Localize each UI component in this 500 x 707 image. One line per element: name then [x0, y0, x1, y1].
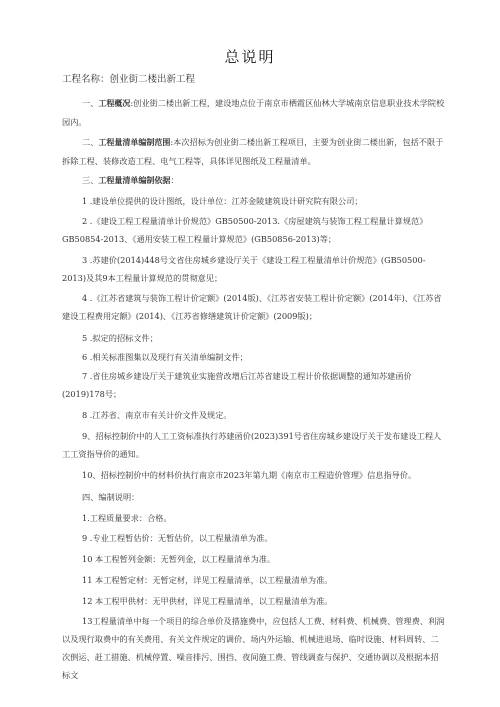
note-1: 1.工程质量要求：合格。 — [82, 513, 172, 523]
project-name-line: 工程名称：创业街二楼出新工程 — [62, 74, 196, 85]
basis-item-2: 2 .《建设工程工程量清单计价规范》GB50500-2013.《房屋建筑与装饰工程工程量计算规范》GB50854-2013、《通用安装工程工程量计算规范》(GB50856-2013)等； — [62, 216, 428, 244]
note-10: 10 本工程暂列金额：无暂列金，以工程量清单为准。 — [82, 554, 276, 564]
basis-item-10: 10、招标控制价中的材料价执行南京市2023年第九期《南京市工程造价管理》信息指导价。 — [82, 470, 417, 480]
section-3-prefix: 三、 — [82, 175, 99, 185]
note-12: 12 本工程甲供材：无甲供材，详见工程量清单，以工程量清单为准。 — [82, 596, 333, 606]
section-4-heading: 四、编制说明： — [82, 492, 140, 502]
section-3-heading: 工程量清单编制依据 — [98, 176, 171, 185]
basis-item-9: 9、招标控制价中的人工工资标准执行苏建函价(2023)391号省住房城乡建设厅关于发布建设工程人工工资指导价的通知。 — [62, 431, 442, 459]
section-3-text: ： — [170, 175, 179, 185]
basis-item-1: 1 .建设单位提供的设计图纸，设计单位：江苏金陵建筑设计研究院有限公司； — [82, 196, 363, 206]
note-11: 11 本工程暂定材：无暂定材，详见工程量清单，以工程量清单为准。 — [82, 575, 333, 585]
basis-item-6: 6 .相关标准图集以及现行有关清单编制文件； — [82, 352, 248, 362]
note-9: 9 .专业工程暂估价：无暂估价，以工程量清单为准。 — [82, 533, 273, 543]
section-1-heading: 工程概况 — [98, 99, 131, 108]
basis-item-7: 7 .省住房城乡建设厅关于建筑业实施营改增后江苏省建设工程计价依据调整的通知苏建函价(2019)178号； — [62, 371, 412, 399]
section-1-text: :创业街二楼出新工程，建设地点位于南京市栖霞区仙林大学城南京信息职业技术学院校园内。 — [62, 98, 445, 127]
section-2-heading: 工程量清单编制范围 — [98, 138, 171, 147]
section-2-text: :本次招标为创业街二楼出新工程项目，主要为创业街二楼出新，包括不限于拆除工程、装修改造工程、电气工程等，具体详见图纸及工程量清单。 — [62, 137, 444, 166]
section-2-scope — [62, 133, 446, 170]
basis-item-3: 3 .苏建价(2014)448号文省住房城乡建设厅关于《建设工程工程量清单计价规范》(GB50500-2013)及其9本工程量计算规范的贯彻意见； — [62, 255, 426, 283]
section-1-overview — [62, 94, 446, 131]
basis-item-4: 4 .《江苏省建筑与装饰工程计价定额》(2014版)、《江苏省安装工程计价定额》(2014年)、《江苏省建设工程费用定额》(2014)、《江苏省修缮建筑计价定额》(2009版)； — [62, 293, 442, 321]
section-1-prefix: 一、 — [82, 98, 99, 108]
section-3-basis — [62, 171, 446, 190]
basis-item-8: 8 .江苏省、南京市有关计价文件及规定。 — [82, 410, 232, 420]
section-2-prefix: 二、 — [82, 137, 99, 147]
document-title: 总说明 — [224, 48, 276, 66]
note-13: 13工程量清单中每一个项目的综合单价及措施费中，应包括人工费、材料费、机械费、管理费、利润以及现行取费中的有关费用、有关文件规定的调价、场内外运输、机械进退场、临时设施、材料周转、二次倒运、赶工措施、机械停置、噪音排污、围挡、夜间施工费、管线调查与保护、交通协调以及根据本招标文 — [62, 616, 445, 680]
basis-item-5: 5 .拟定的招标文件； — [82, 333, 158, 343]
